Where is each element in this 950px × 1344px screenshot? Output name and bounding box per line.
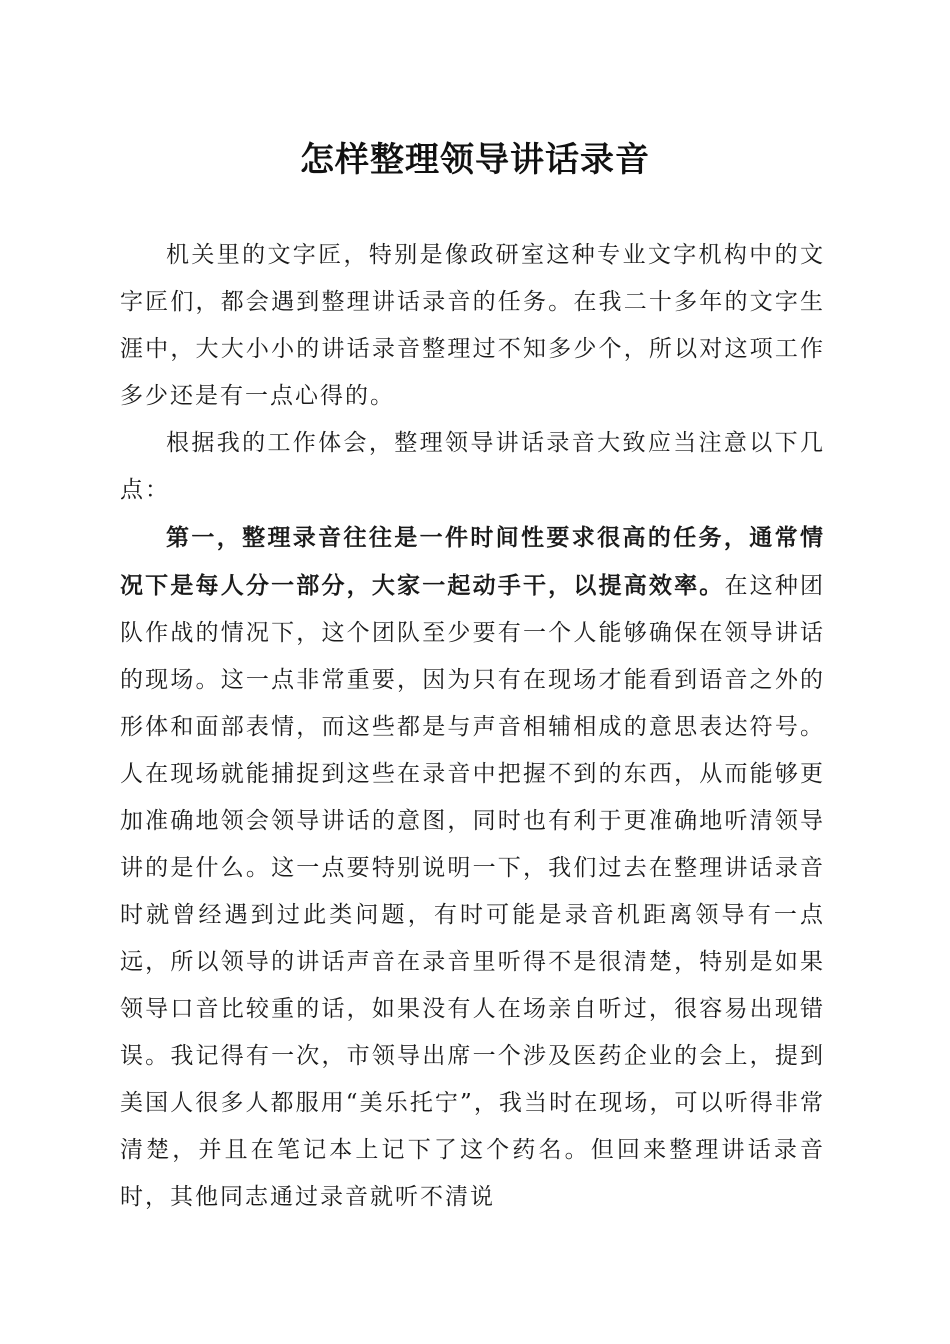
- point-one-body: 在这种团队作战的情况下，这个团队至少要有一个人能够确保在领导讲话的现场。这一点非常重要，因为只有在现场才能看到语音之外的形体和面部表情，而这些都是与声音相辅相成的意思表达符号。人在现场就能捕捉到这些在录音中把握不到的东西，从而能够更加准确地领会领导讲话的意图，同时也有利于更准确地听清领导讲的是什么。这一点要特别说明一下，我们过去在整理讲话录音时就曾经遇到过此类问题，有时可能是录音机距离领导有一点远，所以领导的讲话声音在录音里听得不是很清楚，特别是如果领导口音比较重的话，如果没有人在场亲自听过，很容易出现错误。我记得有一次，市领导出席一个涉及医药企业的会上，提到美国人很多人都服用“美乐托宁”，我当时在现场，可以听得非常清楚，并且在笔记本上记下了这个药名。但回来整理讲话录音时，其他同志通过录音就听不清说: [120, 573, 826, 1210]
- document-title: 怎样整理领导讲话录音: [300, 140, 650, 180]
- paragraph-points-lead: 根据我的工作体会，整理领导讲话录音大致应当注意以下几点：: [120, 430, 825, 503]
- paragraph-intro: 机关里的文字匠，特别是像政研室这种专业文字机构中的文字匠们，都会遇到整理讲话录音的任务。在我二十多年的文字生涯中，大大小小的讲话录音整理过不知多少个，所以对这项工作多少还是有一点心得的。: [120, 242, 825, 409]
- document-body: [120, 232, 825, 1221]
- point-one-heading: 第一，整理录音往往是一件时间性要求很高的任务，通常情况下是每人分一部分，大家一起动手干，以提高效率。: [120, 524, 825, 599]
- paragraph-point-one: [120, 514, 825, 1221]
